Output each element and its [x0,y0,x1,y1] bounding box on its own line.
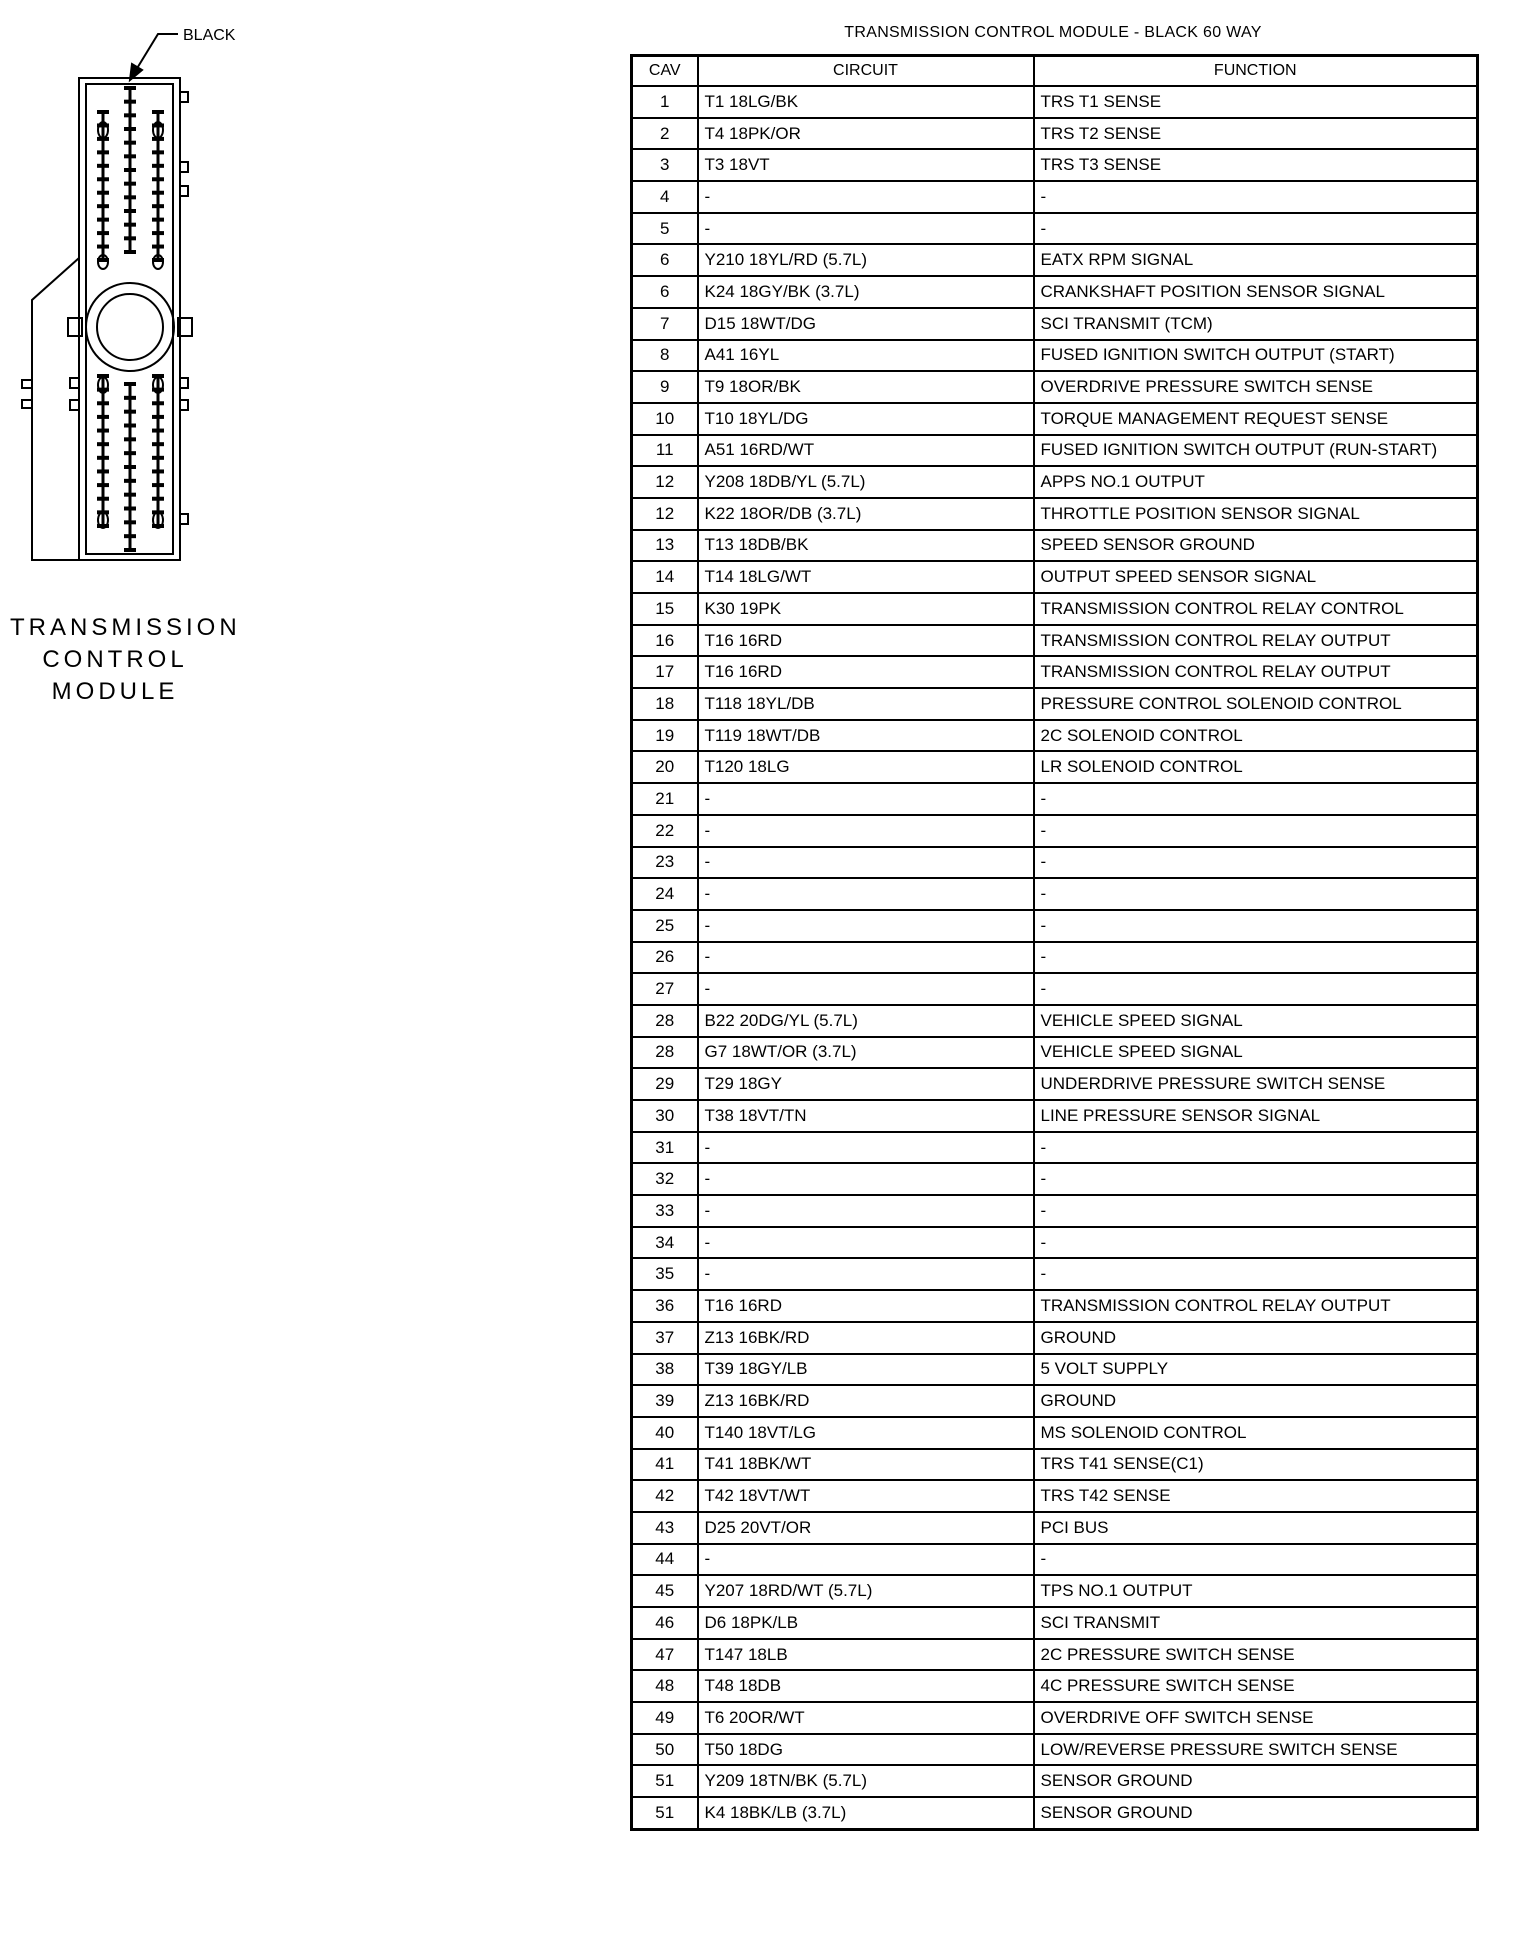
cell-circuit: T14 18LG/WT [698,561,1034,593]
cell-circuit: T16 16RD [698,625,1034,657]
cell-circuit: A51 16RD/WT [698,435,1034,467]
terminal-rows [97,88,164,550]
table-row [632,1480,1478,1512]
table-header-row [632,56,1478,87]
cell-cav: 9 [632,371,698,403]
cell-circuit: T3 18VT [698,149,1034,181]
cell-function: - [1034,942,1478,974]
table-row [632,1068,1478,1100]
cell-cav: 49 [632,1702,698,1734]
cell-function: 5 VOLT SUPPLY [1034,1354,1478,1386]
cell-function: - [1034,1163,1478,1195]
table-row [632,308,1478,340]
cell-circuit: T119 18WT/DB [698,720,1034,752]
cell-function: LR SOLENOID CONTROL [1034,751,1478,783]
table-title: TRANSMISSION CONTROL MODULE - BLACK 60 WAY [844,24,1262,41]
cell-circuit: Y210 18YL/RD (5.7L) [698,244,1034,276]
table-row [632,435,1478,467]
cell-circuit: - [698,910,1034,942]
cell-function: 4C PRESSURE SWITCH SENSE [1034,1670,1478,1702]
cell-function: SENSOR GROUND [1034,1797,1478,1829]
cell-function: GROUND [1034,1322,1478,1354]
cell-cav: 33 [632,1195,698,1227]
cell-circuit: - [698,1227,1034,1259]
connector-color-label: BLACK [183,27,236,44]
cell-cav: 50 [632,1734,698,1766]
cell-cav: 41 [632,1449,698,1481]
module-label-line-3: MODULE [51,678,179,705]
cell-circuit: - [698,1163,1034,1195]
cell-circuit: G7 18WT/OR (3.7L) [698,1037,1034,1069]
cell-circuit: - [698,213,1034,245]
cell-circuit: - [698,815,1034,847]
cell-circuit: - [698,973,1034,1005]
cell-function: LINE PRESSURE SENSOR SIGNAL [1034,1100,1478,1132]
cell-cav: 29 [632,1068,698,1100]
cell-circuit: T13 18DB/BK [698,530,1034,562]
cell-cav: 43 [632,1512,698,1544]
cell-circuit: - [698,1132,1034,1164]
table-row [632,1512,1478,1544]
table-row [632,1797,1478,1829]
cell-function: - [1034,181,1478,213]
cell-circuit: - [698,181,1034,213]
cell-function: TRS T2 SENSE [1034,118,1478,150]
cell-circuit: Z13 16BK/RD [698,1385,1034,1417]
table-row [632,1385,1478,1417]
cell-cav: 51 [632,1797,698,1829]
cell-cav: 2 [632,118,698,150]
cell-function: - [1034,847,1478,879]
cell-function: - [1034,1258,1478,1290]
cell-cav: 6 [632,244,698,276]
cell-function: THROTTLE POSITION SENSOR SIGNAL [1034,498,1478,530]
cell-function: VEHICLE SPEED SIGNAL [1034,1037,1478,1069]
cell-function: EATX RPM SIGNAL [1034,244,1478,276]
table-row [632,340,1478,372]
center-boss [86,283,174,371]
table-row [632,593,1478,625]
cell-cav: 12 [632,498,698,530]
table-row [632,625,1478,657]
table-row [632,1227,1478,1259]
cell-cav: 15 [632,593,698,625]
cell-cav: 40 [632,1417,698,1449]
module-label [10,612,241,708]
header-cav: CAV [632,56,698,87]
cell-function: TRANSMISSION CONTROL RELAY OUTPUT [1034,1290,1478,1322]
table-row [632,942,1478,974]
table-row [632,213,1478,245]
cell-circuit: - [698,942,1034,974]
header-function: FUNCTION [1034,56,1478,87]
cell-cav: 12 [632,466,698,498]
cell-circuit: T118 18YL/DB [698,688,1034,720]
cell-circuit: T16 16RD [698,1290,1034,1322]
cell-function: - [1034,1195,1478,1227]
table-row [632,86,1478,118]
cell-cav: 27 [632,973,698,1005]
cell-circuit: - [698,783,1034,815]
module-label-line-2: CONTROL [42,646,188,673]
cell-function: 2C PRESSURE SWITCH SENSE [1034,1639,1478,1671]
cell-cav: 25 [632,910,698,942]
cell-function: TRANSMISSION CONTROL RELAY OUTPUT [1034,656,1478,688]
cell-circuit: T4 18PK/OR [698,118,1034,150]
cell-circuit: K30 19PK [698,593,1034,625]
cell-function: CRANKSHAFT POSITION SENSOR SIGNAL [1034,276,1478,308]
cell-circuit: T140 18VT/LG [698,1417,1034,1449]
table-row [632,783,1478,815]
cell-cav: 45 [632,1575,698,1607]
cell-cav: 19 [632,720,698,752]
cell-cav: 23 [632,847,698,879]
table-row [632,1670,1478,1702]
cell-cav: 21 [632,783,698,815]
cell-cav: 14 [632,561,698,593]
cell-function: TRS T41 SENSE(C1) [1034,1449,1478,1481]
cell-cav: 18 [632,688,698,720]
cell-circuit: D25 20VT/OR [698,1512,1034,1544]
cell-cav: 16 [632,625,698,657]
cell-circuit: T38 18VT/TN [698,1100,1034,1132]
table-row [632,1607,1478,1639]
table-row [632,1354,1478,1386]
cell-function: - [1034,1132,1478,1164]
cell-cav: 31 [632,1132,698,1164]
cell-circuit: T120 18LG [698,751,1034,783]
table-row [632,1322,1478,1354]
cell-function: OVERDRIVE PRESSURE SWITCH SENSE [1034,371,1478,403]
table-row [632,910,1478,942]
cell-function: OUTPUT SPEED SENSOR SIGNAL [1034,561,1478,593]
connector-diagram [0,0,260,580]
cell-circuit: T9 18OR/BK [698,371,1034,403]
cell-function: FUSED IGNITION SWITCH OUTPUT (RUN-START) [1034,435,1478,467]
cell-function: - [1034,1544,1478,1576]
table-row [632,1449,1478,1481]
table-row [632,847,1478,879]
cell-function: - [1034,973,1478,1005]
cell-cav: 3 [632,149,698,181]
cell-function: - [1034,910,1478,942]
table-row [632,1639,1478,1671]
cell-function: - [1034,783,1478,815]
table-row [632,1005,1478,1037]
table-row [632,1290,1478,1322]
table-row [632,149,1478,181]
table-row [632,466,1478,498]
cell-function: SCI TRANSMIT [1034,1607,1478,1639]
cell-function: APPS NO.1 OUTPUT [1034,466,1478,498]
table-row [632,1258,1478,1290]
cell-circuit: D15 18WT/DG [698,308,1034,340]
cell-cav: 30 [632,1100,698,1132]
cell-cav: 35 [632,1258,698,1290]
cell-function: TPS NO.1 OUTPUT [1034,1575,1478,1607]
cell-cav: 46 [632,1607,698,1639]
header-circuit: CIRCUIT [698,56,1034,87]
cell-function: LOW/REVERSE PRESSURE SWITCH SENSE [1034,1734,1478,1766]
cell-cav: 32 [632,1163,698,1195]
cell-circuit: T10 18YL/DG [698,403,1034,435]
cell-cav: 28 [632,1037,698,1069]
table-row [632,1575,1478,1607]
cell-circuit: - [698,1544,1034,1576]
table-row [632,720,1478,752]
cell-cav: 42 [632,1480,698,1512]
table-row [632,530,1478,562]
table-row [632,1037,1478,1069]
cell-circuit: K4 18BK/LB (3.7L) [698,1797,1034,1829]
cell-cav: 44 [632,1544,698,1576]
cell-circuit: - [698,878,1034,910]
cell-circuit: T16 16RD [698,656,1034,688]
table-row [632,1132,1478,1164]
cell-function: PRESSURE CONTROL SOLENOID CONTROL [1034,688,1478,720]
table-row [632,371,1478,403]
table-row [632,878,1478,910]
cell-circuit: K22 18OR/DB (3.7L) [698,498,1034,530]
cell-cav: 8 [632,340,698,372]
cell-cav: 36 [632,1290,698,1322]
cell-circuit: T42 18VT/WT [698,1480,1034,1512]
cell-circuit: T6 20OR/WT [698,1702,1034,1734]
cell-circuit: T50 18DG [698,1734,1034,1766]
table-row [632,1417,1478,1449]
cell-function: MS SOLENOID CONTROL [1034,1417,1478,1449]
cell-circuit: T1 18LG/BK [698,86,1034,118]
cell-function: TORQUE MANAGEMENT REQUEST SENSE [1034,403,1478,435]
cell-cav: 13 [632,530,698,562]
cell-circuit: D6 18PK/LB [698,1607,1034,1639]
cell-function: SENSOR GROUND [1034,1765,1478,1797]
cell-cav: 38 [632,1354,698,1386]
table-row [632,1734,1478,1766]
cell-cav: 4 [632,181,698,213]
table-row [632,1163,1478,1195]
cell-function: SCI TRANSMIT (TCM) [1034,308,1478,340]
cell-cav: 28 [632,1005,698,1037]
table-row [632,1195,1478,1227]
cell-function: 2C SOLENOID CONTROL [1034,720,1478,752]
cell-circuit: T147 18LB [698,1639,1034,1671]
cell-circuit: - [698,1258,1034,1290]
cell-function: UNDERDRIVE PRESSURE SWITCH SENSE [1034,1068,1478,1100]
cell-function: PCI BUS [1034,1512,1478,1544]
cell-cav: 26 [632,942,698,974]
cell-cav: 51 [632,1765,698,1797]
module-label-line-1: TRANSMISSION [10,614,241,641]
table-row [632,973,1478,1005]
cell-circuit: A41 16YL [698,340,1034,372]
cell-circuit: T48 18DB [698,1670,1034,1702]
table-row [632,1765,1478,1797]
table-row [632,403,1478,435]
table-row [632,181,1478,213]
cell-cav: 34 [632,1227,698,1259]
cell-cav: 11 [632,435,698,467]
table-row [632,1544,1478,1576]
cell-circuit: Y209 18TN/BK (5.7L) [698,1765,1034,1797]
cell-function: TRANSMISSION CONTROL RELAY OUTPUT [1034,625,1478,657]
cell-function: TRS T3 SENSE [1034,149,1478,181]
cell-function: FUSED IGNITION SWITCH OUTPUT (START) [1034,340,1478,372]
table-row [632,244,1478,276]
cell-cav: 47 [632,1639,698,1671]
cell-circuit: Y207 18RD/WT (5.7L) [698,1575,1034,1607]
cell-cav: 5 [632,213,698,245]
cell-function: TRS T42 SENSE [1034,1480,1478,1512]
cell-function: SPEED SENSOR GROUND [1034,530,1478,562]
cell-function: TRANSMISSION CONTROL RELAY CONTROL [1034,593,1478,625]
cell-cav: 20 [632,751,698,783]
cell-circuit: K24 18GY/BK (3.7L) [698,276,1034,308]
cell-circuit: T29 18GY [698,1068,1034,1100]
table-row [632,688,1478,720]
cell-cav: 39 [632,1385,698,1417]
cell-function: - [1034,213,1478,245]
pinout-table [630,54,1479,1831]
cell-cav: 6 [632,276,698,308]
cell-function: OVERDRIVE OFF SWITCH SENSE [1034,1702,1478,1734]
cell-function: GROUND [1034,1385,1478,1417]
table-row [632,498,1478,530]
table-row [632,751,1478,783]
cell-circuit: Y208 18DB/YL (5.7L) [698,466,1034,498]
cell-circuit: T39 18GY/LB [698,1354,1034,1386]
cell-cav: 7 [632,308,698,340]
table-row [632,1100,1478,1132]
table-row [632,276,1478,308]
cell-circuit: - [698,847,1034,879]
cell-cav: 17 [632,656,698,688]
cell-circuit: B22 20DG/YL (5.7L) [698,1005,1034,1037]
cell-function: TRS T1 SENSE [1034,86,1478,118]
cell-circuit: T41 18BK/WT [698,1449,1034,1481]
table-row [632,561,1478,593]
table-row [632,815,1478,847]
cell-cav: 10 [632,403,698,435]
cell-function: - [1034,1227,1478,1259]
cell-function: - [1034,815,1478,847]
cell-circuit: Z13 16BK/RD [698,1322,1034,1354]
cell-cav: 37 [632,1322,698,1354]
table-row [632,1702,1478,1734]
cell-cav: 22 [632,815,698,847]
table-row [632,656,1478,688]
cell-circuit: - [698,1195,1034,1227]
cell-cav: 48 [632,1670,698,1702]
cell-cav: 24 [632,878,698,910]
cell-function: - [1034,878,1478,910]
table-row [632,118,1478,150]
black-pointer-arrow [136,34,178,70]
cell-cav: 1 [632,86,698,118]
cell-function: VEHICLE SPEED SIGNAL [1034,1005,1478,1037]
